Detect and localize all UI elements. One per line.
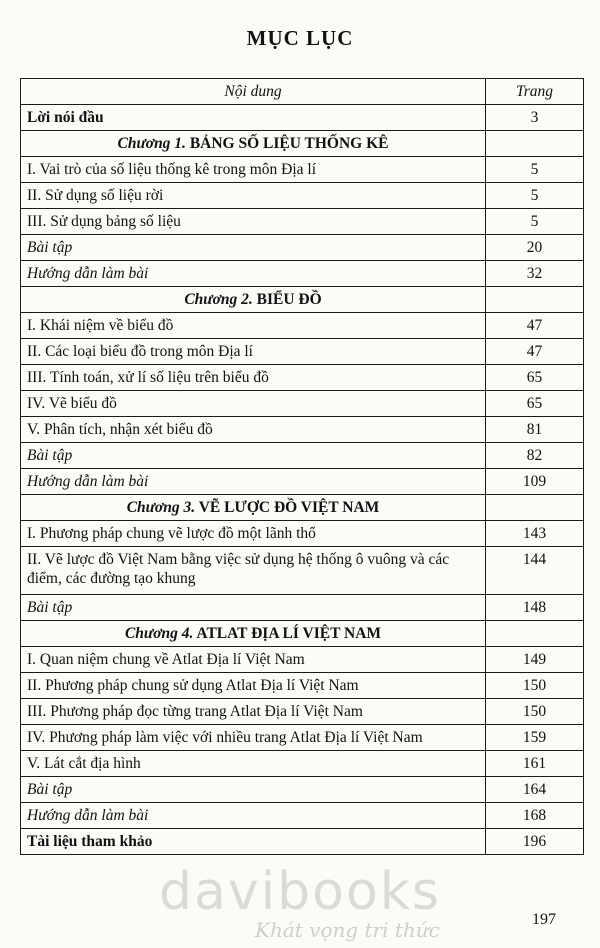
toc-entry-title: Bài tập	[21, 443, 486, 469]
toc-row	[21, 261, 584, 287]
watermark-slogan: Khát vọng tri thức	[255, 918, 440, 942]
toc-entry-page: 109	[486, 469, 584, 495]
toc-entry-page: 65	[486, 365, 584, 391]
toc-row	[21, 673, 584, 699]
toc-entry-page: 20	[486, 235, 584, 261]
toc-entry-title	[21, 495, 486, 521]
toc-entry-title: Bài tập	[21, 235, 486, 261]
toc-entry-page: 159	[486, 725, 584, 751]
toc-entry-page	[486, 621, 584, 647]
toc-row	[21, 469, 584, 495]
toc-entry-title: I. Khái niệm về biểu đồ	[21, 313, 486, 339]
toc-row	[21, 183, 584, 209]
toc-entry-page: 5	[486, 183, 584, 209]
toc-entry-page: 164	[486, 777, 584, 803]
chapter-title: VẼ LƯỢC ĐỒ VIỆT NAM	[198, 499, 380, 516]
toc-entry-page: 3	[486, 105, 584, 131]
toc-entry-title: V. Lát cắt địa hình	[21, 751, 486, 777]
chapter-heading-row	[21, 287, 584, 313]
toc-entry-page: 196	[486, 829, 584, 855]
toc-entry-title: II. Sử dụng số liệu rời	[21, 183, 486, 209]
toc-entry-page: 32	[486, 261, 584, 287]
page-number: 197	[532, 911, 556, 928]
toc-entry-page	[486, 495, 584, 521]
toc-entry-page: 148	[486, 595, 584, 621]
toc-entry-page: 65	[486, 391, 584, 417]
toc-row	[21, 521, 584, 547]
toc-entry-title: Hướng dẫn làm bài	[21, 469, 486, 495]
chapter-number: Chương 1.	[117, 135, 186, 152]
toc-row	[21, 157, 584, 183]
toc-entry-title: Bài tập	[21, 595, 486, 621]
chapter-heading-row	[21, 495, 584, 521]
toc-entry-page	[486, 131, 584, 157]
chapter-title: ATLAT ĐỊA LÍ VIỆT NAM	[196, 625, 382, 642]
chapter-number: Chương 4.	[124, 625, 194, 642]
toc-row	[21, 699, 584, 725]
toc-row	[21, 209, 584, 235]
page-title: MỤC LỤC	[246, 26, 354, 50]
toc-entry-title: II. Các loại biểu đồ trong môn Địa lí	[21, 339, 486, 365]
chapter-number: Chương 3.	[126, 499, 196, 516]
toc-row	[21, 391, 584, 417]
toc-entry-title: III. Tính toán, xử lí số liệu trên biểu đồ	[21, 365, 486, 391]
toc-row	[21, 803, 584, 829]
toc-entry-page: 150	[486, 699, 584, 725]
toc-entry-page: 81	[486, 417, 584, 443]
toc-row	[21, 339, 584, 365]
chapter-title: BẢNG SỐ LIỆU THỐNG KÊ	[189, 135, 389, 152]
toc-entry-page: 143	[486, 521, 584, 547]
table-of-contents	[20, 78, 584, 855]
toc-entry-title: II. Vẽ lược đồ Việt Nam bằng việc sử dụng hệ thống ô vuông và các điểm, các đường tạo khung	[21, 547, 486, 595]
chapter-heading-row	[21, 131, 584, 157]
toc-row	[21, 313, 584, 339]
toc-row	[21, 443, 584, 469]
content-column-header: Nội dung	[21, 79, 486, 105]
toc-entry-page: 150	[486, 673, 584, 699]
toc-entry-page: 47	[486, 313, 584, 339]
toc-entry-title	[21, 287, 486, 313]
toc-entry-title: Lời nói đầu	[21, 105, 486, 131]
toc-entry-title: Tài liệu tham khảo	[21, 829, 486, 855]
toc-row	[21, 105, 584, 131]
toc-entry-title: II. Phương pháp chung sử dụng Atlat Địa lí Việt Nam	[21, 673, 486, 699]
toc-entry-title: Bài tập	[21, 777, 486, 803]
toc-entry-page	[486, 287, 584, 313]
toc-row	[21, 751, 584, 777]
toc-entry-page: 161	[486, 751, 584, 777]
toc-entry-page: 144	[486, 547, 584, 595]
watermark-brand: davibooks	[159, 862, 441, 922]
toc-row	[21, 829, 584, 855]
toc-row	[21, 547, 584, 595]
chapter-title: BIỂU ĐỒ	[256, 291, 322, 308]
toc-row	[21, 365, 584, 391]
toc-entry-title: I. Phương pháp chung vẽ lược đồ một lãnh thổ	[21, 521, 486, 547]
toc-entry-title: IV. Vẽ biểu đồ	[21, 391, 486, 417]
chapter-heading-row	[21, 621, 584, 647]
toc-entry-page: 149	[486, 647, 584, 673]
page-column-header: Trang	[486, 79, 584, 105]
toc-entry-title: III. Sử dụng bảng số liệu	[21, 209, 486, 235]
toc-entry-page: 5	[486, 157, 584, 183]
toc-row	[21, 777, 584, 803]
toc-entry-title	[21, 621, 486, 647]
toc-entry-title	[21, 131, 486, 157]
toc-row	[21, 725, 584, 751]
toc-entry-title: III. Phương pháp đọc từng trang Atlat Địa lí Việt Nam	[21, 699, 486, 725]
toc-row	[21, 235, 584, 261]
toc-entry-title: IV. Phương pháp làm việc với nhiều trang Atlat Địa lí Việt Nam	[21, 725, 486, 751]
table-header-row	[21, 79, 584, 105]
toc-entry-title: I. Quan niệm chung về Atlat Địa lí Việt Nam	[21, 647, 486, 673]
toc-entry-title: V. Phân tích, nhận xét biểu đồ	[21, 417, 486, 443]
toc-row	[21, 647, 584, 673]
toc-entry-title: Hướng dẫn làm bài	[21, 803, 486, 829]
chapter-number: Chương 2.	[184, 291, 253, 308]
toc-entry-title: I. Vai trò của số liệu thống kê trong môn Địa lí	[21, 157, 486, 183]
toc-row	[21, 417, 584, 443]
toc-entry-page: 82	[486, 443, 584, 469]
toc-entry-title: Hướng dẫn làm bài	[21, 261, 486, 287]
toc-entry-page: 168	[486, 803, 584, 829]
toc-row	[21, 595, 584, 621]
toc-entry-page: 5	[486, 209, 584, 235]
toc-entry-page: 47	[486, 339, 584, 365]
